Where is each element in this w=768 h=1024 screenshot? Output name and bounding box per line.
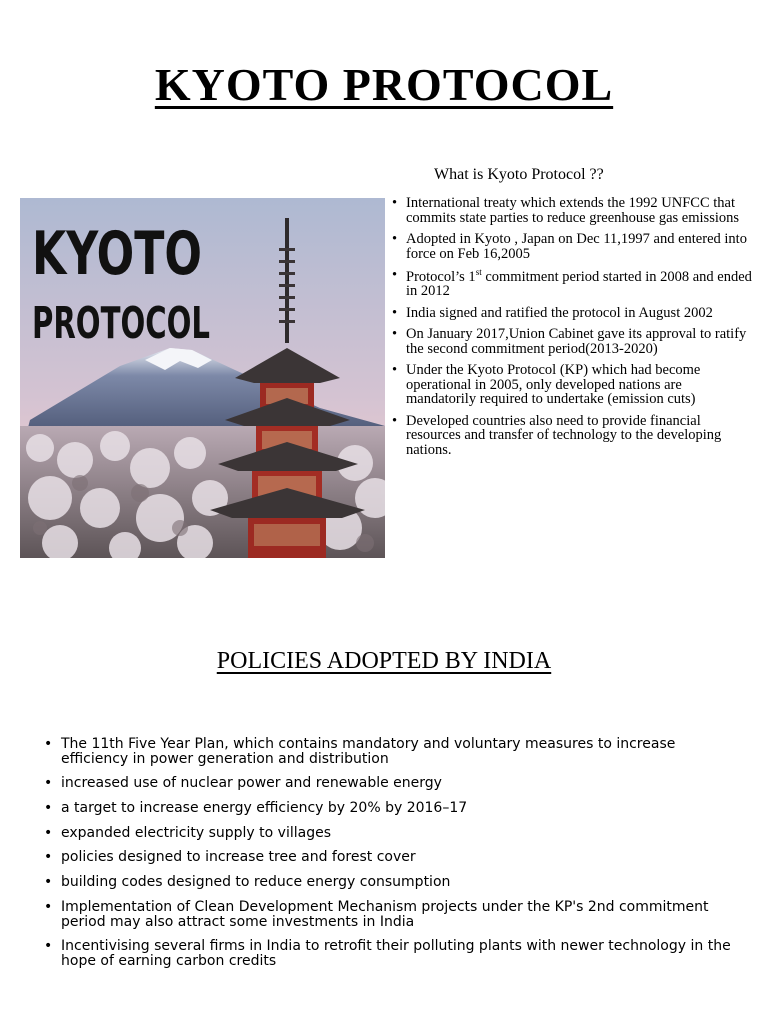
kp-point-sup: st [475,267,482,277]
policy-item: • Implementation of Clean Development Mechanism projects under the KP's 2nd commitment period may also attract some investments in India [44,900,734,929]
policy-item: • policies designed to increase tree and forest cover [44,850,734,865]
kp-point: • International treaty which extends the 1992 UNFCC that commits state parties to reduce greenhouse gas emissions [392,196,752,225]
kyoto-pagoda-image [20,198,385,558]
kp-point: • Adopted in Kyoto , Japan on Dec 11,1997 and entered into force on Feb 16,2005 [392,232,752,261]
kp-point-text: Protocol’s 1 [406,268,476,285]
kyoto-points-list [392,196,752,464]
policy-item: • Incentivising several firms in India to retrofit their polluting plants with newer technology in the hope of earning carbon credits [44,939,734,968]
policy-item: • expanded electricity supply to villages [44,826,734,841]
policy-item: • a target to increase energy efficiency by 20% by 2016–17 [44,801,734,816]
page-title: KYOTO PROTOCOL [154,59,614,110]
kp-point: • Developed countries also need to provide financial resources and transfer of technology to the developing nations. [392,414,752,458]
policy-item: • The 11th Five Year Plan, which contains mandatory and voluntary measures to increase efficiency in power generation and distribution [44,737,734,766]
image-caption-line2: PROTOCOL [32,298,210,349]
kp-point-text: commitment period started in 2008 [481,268,693,285]
policy-item: • increased use of nuclear power and renewable energy [44,776,734,791]
kp-point: • On January 2017,Union Cabinet gave its approval to ratify the second commitment period(2013-2020) [392,327,752,356]
kp-point: • Under the Kyoto Protocol (KP) which had become operational in 2005, only developed nations are mandatorily required to undertake (emission cuts) [392,363,752,407]
kp-point [392,268,752,299]
policy-item: • building codes designed to reduce energy consumption [44,875,734,890]
kp-sub-heading: What is Kyoto Protocol ?? [434,166,604,183]
policies-heading: POLICIES ADOPTED BY INDIA [216,648,552,674]
policies-list [44,737,734,979]
image-caption-line1: KYOTO [32,219,202,289]
kp-point-text: and ended in 2012 [406,268,752,300]
kp-point: • India signed and ratified the protocol in August 2002 [392,306,752,321]
